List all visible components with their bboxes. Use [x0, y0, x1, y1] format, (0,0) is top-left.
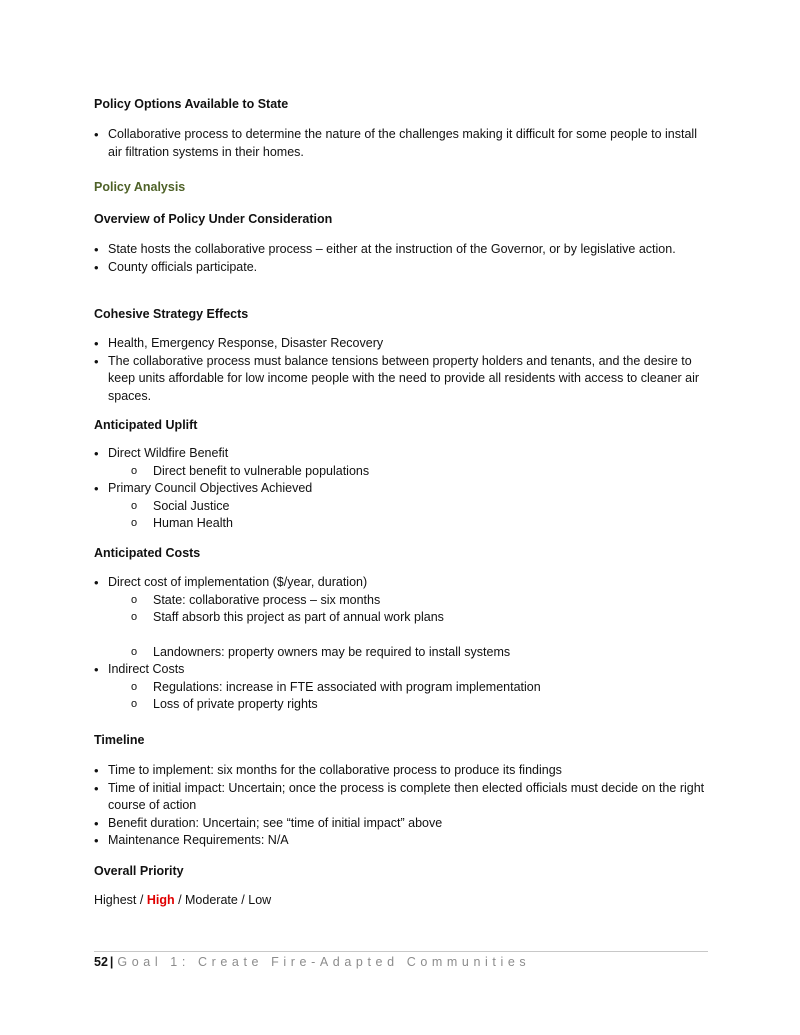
- list-item: • County officials participate.: [94, 259, 710, 277]
- list-item: • Maintenance Requirements: N/A: [94, 832, 710, 850]
- list-item: • Health, Emergency Response, Disaster Recovery: [94, 335, 710, 353]
- list-item: • Benefit duration: Uncertain; see “time of initial impact” above: [94, 815, 710, 833]
- page-number: 52: [94, 955, 108, 969]
- heading-policy-options: Policy Options Available to State: [94, 97, 289, 111]
- list-item: • Primary Council Objectives Achieved: [94, 480, 710, 498]
- heading-overall-priority: Overall Priority: [94, 864, 184, 878]
- list-item: • The collaborative process must balance tensions between property holders and tenants, and the desire to keep units affordable for low income people with the need to provide all residents with access to cleaner air spaces.: [94, 353, 710, 406]
- heading-policy-analysis: Policy Analysis: [94, 180, 186, 194]
- overview-list: [94, 241, 710, 276]
- list-item: • Indirect Costs: [94, 661, 710, 679]
- costs-list: [94, 574, 710, 714]
- sub-list-item: o Direct benefit to vulnerable populations: [94, 463, 710, 481]
- priority-highest: Highest: [94, 893, 137, 907]
- priority-low: Low: [248, 893, 272, 907]
- heading-cohesive-strategy: Cohesive Strategy Effects: [94, 307, 249, 321]
- sub-list-item: o Human Health: [94, 515, 710, 533]
- list-item: • Direct cost of implementation ($/year, duration): [94, 574, 710, 592]
- footer-goal-title: Goal 1: Create Fire-Adapted Communities: [117, 955, 531, 969]
- list-item: • State hosts the collaborative process – either at the instruction of the Governor, or by legislative action.: [94, 241, 710, 259]
- sub-list-item: o Staff absorb this project as part of annual work plans: [94, 609, 710, 627]
- sub-list-item: o Regulations: increase in FTE associated with program implementation: [94, 679, 710, 697]
- list-item: • Collaborative process to determine the nature of the challenges making it difficult for some people to install air filtration systems in their homes.: [94, 126, 710, 161]
- footer-divider: [94, 951, 708, 952]
- sub-list-item: o Social Justice: [94, 498, 710, 516]
- heading-overview: Overview of Policy Under Consideration: [94, 212, 333, 226]
- sub-list-item: o Loss of private property rights: [94, 696, 710, 714]
- policy-options-list: [94, 126, 710, 161]
- heading-anticipated-costs: Anticipated Costs: [94, 546, 201, 560]
- priority-scale: Highest / High / Moderate / Low: [94, 893, 272, 907]
- sub-list-item: o Landowners: property owners may be required to install systems: [94, 644, 710, 662]
- footer-separator: |: [109, 955, 114, 969]
- timeline-list: [94, 762, 710, 850]
- list-item: • Time of initial impact: Uncertain; once the process is complete then elected officials must decide on the right course of action: [94, 780, 710, 815]
- sub-list-item: o State: collaborative process – six months: [94, 592, 710, 610]
- page-footer: [94, 954, 530, 970]
- heading-timeline: Timeline: [94, 733, 145, 747]
- heading-anticipated-uplift: Anticipated Uplift: [94, 418, 198, 432]
- cohesive-list: [94, 335, 710, 405]
- priority-high-selected: High: [146, 893, 175, 907]
- list-item: • Time to implement: six months for the collaborative process to produce its findings: [94, 762, 710, 780]
- priority-moderate: Moderate: [185, 893, 238, 907]
- list-item: • Direct Wildfire Benefit: [94, 445, 710, 463]
- uplift-list: [94, 445, 710, 533]
